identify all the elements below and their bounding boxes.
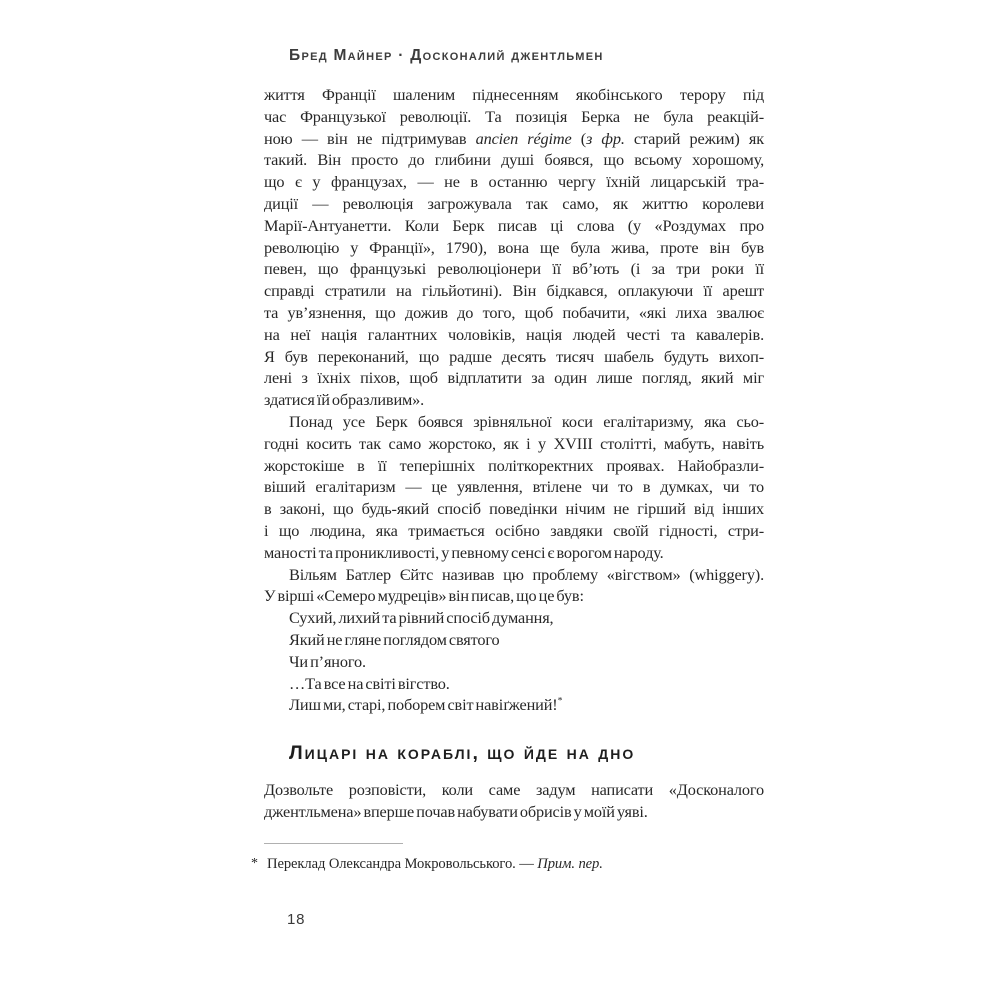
text-segment: життя Франції шаленим піднесенням якобінського терору під [264,85,764,104]
running-header: Бред Майнер · Досконалий джентльмен [289,47,604,64]
text-line [289,629,764,651]
text-segment: джентльмена» вперше почав набувати обрисів у моїй уяві. [264,801,648,821]
text-segment: У вірші «Семеро мудреців» він писав, що це був: [264,586,584,606]
text-line [264,215,764,237]
text-column [251,84,764,931]
text-segment: маності та проникливості, у певному сенсі є ворогом народу. [264,542,664,562]
paragraph [264,411,764,564]
text-line [289,651,764,673]
text-line [264,389,764,411]
footnote-text-main: Переклад Олександра Мокровольського. — [267,855,538,872]
text-segment: віший егалітаризм — це уявлення, втілене чи то в думках, чи то [264,477,764,497]
text-segment: на неї нація галантних чоловіків, нація людей честі та кавалерів. [264,324,764,344]
text-line [264,476,764,498]
text-line [264,346,764,368]
body-text [264,84,764,823]
paragraph [264,84,764,411]
text-line [264,193,764,215]
text-segment: Чи п’яного. [289,651,366,671]
text-segment: Дозвольте розповісти, коли саме задум написати «Досконалого [264,780,764,800]
text-segment: час Французької революції. Та позиція Берка не була реакцій- [264,106,764,126]
footnote-text-italic: Прим. пер. [537,855,603,872]
text-segment: справді стратили на гільйотині). Він бідкався, оплакуючи її арешт [264,281,764,301]
text-line [264,149,764,171]
text-line [264,542,764,564]
footnote-separator [264,843,403,844]
text-segment: з фр. [586,128,625,148]
text-line [264,324,764,346]
text-segment: та ув’язнення, що дожив до того, щоб побачити, «які лиха звалює [264,302,764,322]
paragraph [264,779,764,823]
footnote-marker: * [251,855,258,871]
text-segment: диції — революція загрожувала так само, як життю королеви [264,193,764,213]
footnote [251,855,764,873]
text-line [264,128,764,150]
text-segment: жорстокіше в її теперішніх політкоректних проявах. Найобразли- [264,455,764,475]
footnote-text [267,855,603,873]
text-segment: такий. Він просто до глибини душі боявся, що всьому хорошому, [264,150,764,170]
text-line [264,564,764,586]
text-line [264,433,764,455]
text-segment: певен, що французькі революціонери її вб’ють (і за три роки її [264,259,764,279]
text-line [289,673,764,695]
text-line [264,258,764,280]
text-line [264,585,764,607]
text-line [289,694,764,716]
text-segment: здатися їй образливим». [264,390,425,410]
text-segment: ною — він не підтримував [264,128,476,148]
text-line [264,455,764,477]
text-segment: Марії-Антуанетти. Коли Берк писав ці слова (у «Роздумах про [264,215,764,235]
text-segment: Понад усе Берк боявся зрівняльної коси егалітаризму, яка сьо- [289,411,764,431]
text-line [264,411,764,433]
paragraph [264,564,764,608]
text-segment: що є у французах, — не в останню чергу їхній лицарській тра- [264,172,764,192]
text-segment: в законі, що будь-який спосіб поведінки нічим не гірший від інших [264,499,764,519]
page-number: 18 [287,910,306,928]
text-segment: Сухий, лихий та рівний спосіб думання, [289,608,554,628]
text-line [264,498,764,520]
text-segment: Вільям Батлер Єйтс називав цю проблему «вігством» (whiggery). [289,564,764,584]
text-line [264,106,764,128]
text-line [264,84,764,106]
section-heading: Лицарі на кораблі, що йде на дно [289,742,636,765]
text-segment: годні косить так само жорстоко, як і у XVIII столітті, мабуть, навіть [264,433,764,453]
text-line [264,801,764,823]
verse-block [289,607,764,716]
text-line [264,302,764,324]
text-line [264,280,764,302]
text-segment: старий режим) як [624,128,764,148]
text-segment: Лиш ми, старі, поборем світ навіґжений! [289,695,558,715]
text-segment: ( [571,128,587,148]
text-line [264,237,764,259]
text-line [264,520,764,542]
text-line [264,779,764,801]
footnote-ref: * [557,695,563,707]
text-segment: ancien régime [475,128,572,148]
text-segment: …Та все на світі вігство. [289,673,450,693]
text-line [289,607,764,629]
text-segment: революцію у Франції», 1790), вона ще була жива, проте він був [264,237,764,257]
text-segment: Я був переконаний, що радше десять тисяч шабель будуть вихоп- [264,346,764,366]
text-segment: лені з їхніх піхов, щоб відплатити за один лише погляд, який міг [264,368,764,388]
text-line [264,171,764,193]
text-segment: Який не гляне поглядом святого [289,629,500,649]
text-segment: і що людина, яка тримається осібно завдяки своїй гідності, стри- [264,520,764,540]
text-line [264,367,764,389]
